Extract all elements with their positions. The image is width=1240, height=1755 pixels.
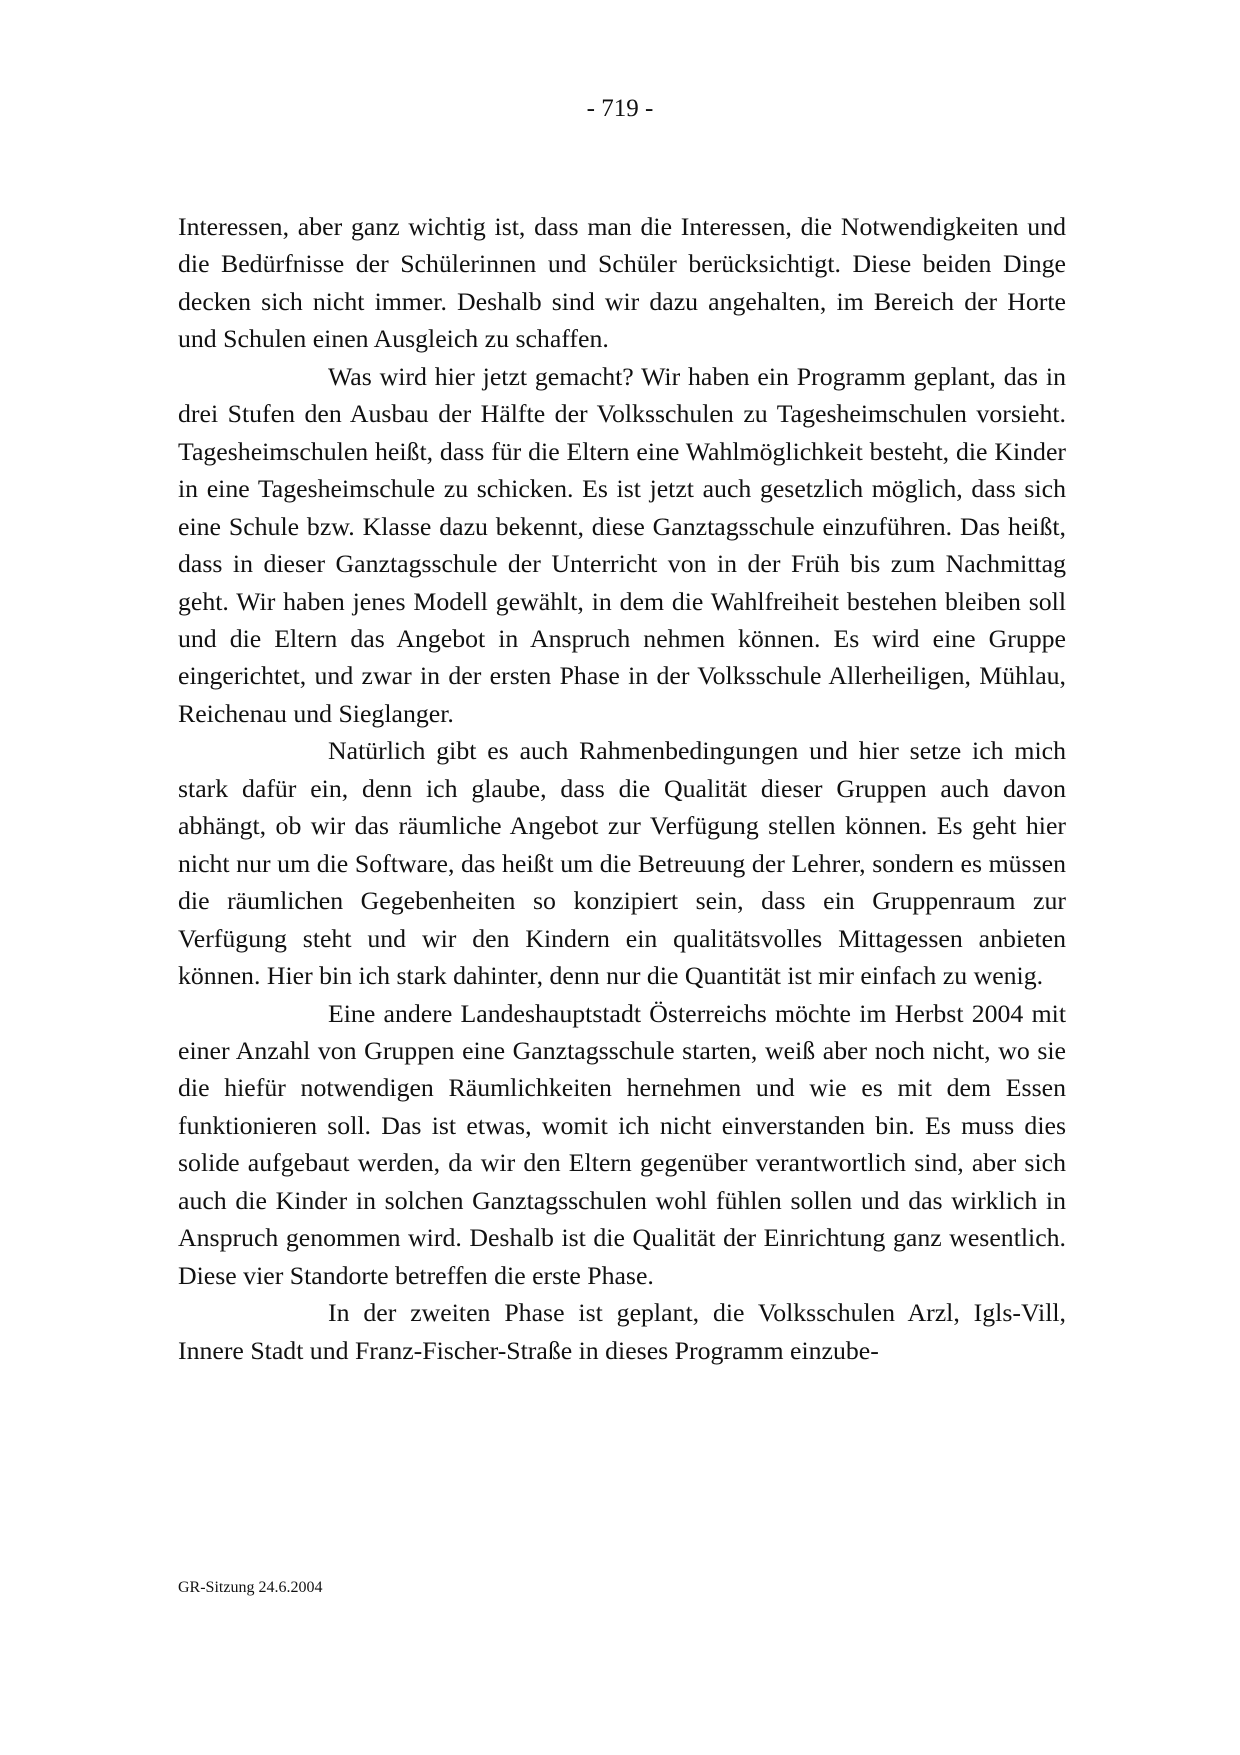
paragraph-2: Was wird hier jetzt gemacht? Wir haben ein Programm geplant, das in drei Stufen den Ausbau der Hälfte der Volksschulen zu Tagesheimschulen vorsieht. Tagesheimschulen heißt, dass für die Eltern eine Wahlmöglichkeit besteht, die Kinder in eine Tagesheimschule zu schicken. Es ist jetzt auch gesetzlich möglich, dass sich eine Schule bzw. Klasse dazu bekennt, diese Ganztagsschule einzuführen. Das heißt, dass in dieser Ganztagsschule der Unterricht von in der Früh bis zum Nachmittag geht. Wir haben jenes Modell gewählt, in dem die Wahlfreiheit bestehen bleiben soll und die Eltern das Angebot in Anspruch nehmen können. Es wird eine Gruppe eingerichtet, und zwar in der ersten Phase in der Volksschule Allerheiligen, Mühlau, Reichenau und Sieglanger. — [178, 361, 1066, 728]
paragraph-3: Natürlich gibt es auch Rahmenbedingungen und hier setze ich mich stark dafür ein, denn ich glaube, dass die Qualität dieser Gruppen auch davon abhängt, ob wir das räumliche Angebot zur Verfügung stellen können. Es geht hier nicht nur um die Software, das heißt um die Betreuung der Lehrer, sondern es müssen die räumlichen Gegebenheiten so konzipiert sein, dass ein Gruppenraum zur Verfügung steht und wir den Kindern ein qualitätsvolles Mittagessen anbieten können. Hier bin ich stark dahinter, denn nur die Quantität ist mir einfach zu wenig. — [178, 736, 1066, 991]
page-number: - 719 - — [586, 95, 654, 122]
paragraph-4: Eine andere Landeshauptstadt Österreichs möchte im Herbst 2004 mit einer Anzahl von Gruppen eine Ganztagsschule starten, weiß aber noch nicht, wo sie die hiefür notwendigen Räumlichkeiten hernehmen und wie es mit dem Essen funktionieren soll. Das ist etwas, womit ich nicht einverstanden bin. Es muss dies solide aufgebaut werden, da wir den Eltern gegenüber verantwortlich sind, aber sich auch die Kinder in solchen Ganztagsschulen wohl fühlen sollen und das wirklich in Anspruch genommen wird. Deshalb ist die Qualität der Einrichtung ganz wesentlich. Diese vier Standorte betreffen die erste Phase. — [178, 998, 1066, 1290]
footer-session-date: GR-Sitzung 24.6.2004 — [178, 1579, 323, 1596]
paragraph-1: Interessen, aber ganz wichtig ist, dass man die Interessen, die Notwendigkeiten und die Bedürfnisse der Schülerinnen und Schüler berücksichtigt. Diese beiden Dinge decken sich nicht immer. Deshalb sind wir dazu angehalten, im Bereich der Horte und Schulen einen Ausgleich zu schaffen. — [178, 212, 1066, 354]
paragraph-5: In der zweiten Phase ist geplant, die Volksschulen Arzl, Igls-Vill, Innere Stadt und Franz-Fischer-Straße in dieses Programm einzube- — [178, 1298, 1066, 1365]
document-body — [178, 208, 1066, 1369]
